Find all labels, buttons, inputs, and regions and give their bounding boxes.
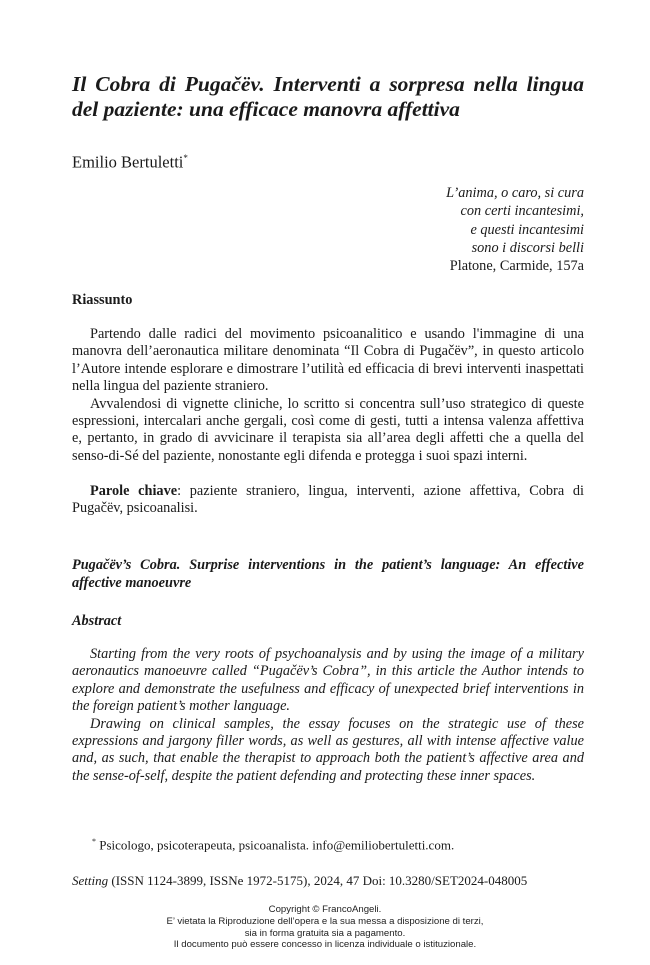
epigraph-line: sono i discorsi belli [471,239,584,256]
abstract-heading: Abstract [72,613,122,629]
riassunto-paragraph: Avvalendosi di vignette cliniche, lo scritto si concentra sull’uso strategico di queste espressioni, intercalari anche gergali, così come di gesti, tutti a intensa valenza affettiva e, pertanto, in grado di avvicinare il terapista sia all’area degli affetti che a quella del senso-di-Sé del paziente, nonostante egli difenda e protegga i suoi spazi interni. [72,395,584,464]
abstract-paragraph: Starting from the very roots of psychoanalysis and by using the image of a military aeronautics manoeuvre called “Pugačëv’s Cobra”, in this article the Author intends to explore and demonstrate the usefulness and efficacy of unexpected brief interventions in the foreign patient’s mother language. [72,646,584,715]
author-line [72,148,188,173]
riassunto-paragraph: Partendo dalle radici del movimento psicoanalitico e usando l'immagine di una manovra dell’aeronautica militare denominata “Il Cobra di Pugačëv”, in questo articolo l’Autore intende esplorare e dimostrare l’utilità ed efficacia di brevi interventi inaspettati nella lingua del paziente straniero. [72,326,584,395]
epigraph-source: Platone, Carmide, 157a [449,258,584,275]
copyright-line: Copyright © FrancoAngeli. [268,904,382,915]
footnote [92,834,454,853]
keywords [72,483,584,518]
footnote-text: Psicologo, psicoterapeuta, psicoanalista. info@emiliobertuletti.com. [96,837,455,853]
copyright-line: Il documento può essere concesso in licenza individuale o istituzionale. [173,939,477,951]
english-title: Pugačëv’s Cobra. Surprise interventions in the patient’s language: An effective affective manoeuvre [72,557,584,591]
abstract-body [72,646,584,785]
copyright-notice [0,904,650,951]
journal-name: Setting [72,873,109,888]
abstract-paragraph: Drawing on clinical samples, the essay focuses on the strategic use of these expressions and jargony filler words, as well as gestures, all with intense affective value and, as such, that enable the therapist to approach both the patient’s affective area and the sense-of-self, despite the patient defending and protecting these inner spaces. [72,715,584,784]
epigraph-line: L’anima, o caro, si cura [446,185,584,201]
footnote-mark: * [92,837,96,846]
keywords-label: Parole chiave [90,483,178,499]
copyright-line: sia in forma gratuita sia a pagamento. [244,927,406,939]
epigraph-line: con certi incantesimi, [460,203,584,220]
epigraph [284,184,584,275]
epigraph-line: e questi incantesimi [470,221,584,238]
author-name: Emilio Bertuletti [72,152,184,172]
riassunto-body [72,326,584,465]
journal-citation [72,873,527,889]
article-title: Il Cobra di Pugačëv. Interventi a sorpresa nella lingua del paziente: una efficace manovra affettiva [72,72,584,121]
author-footnote-mark: * [183,153,188,163]
copyright-line: E’ vietata la Riproduzione dell’opera e la sua messa a disposizione di terzi, [166,915,484,927]
citation-details: (ISSN 1124-3899, ISSNe 1972-5175), 2024, 47 Doi: 10.3280/SET2024-048005 [108,873,528,888]
riassunto-heading: Riassunto [72,292,133,308]
keywords-text: : paziente straniero, lingua, interventi, azione affettiva, Cobra di Pugačëv, psicoanalisi. [72,483,585,517]
